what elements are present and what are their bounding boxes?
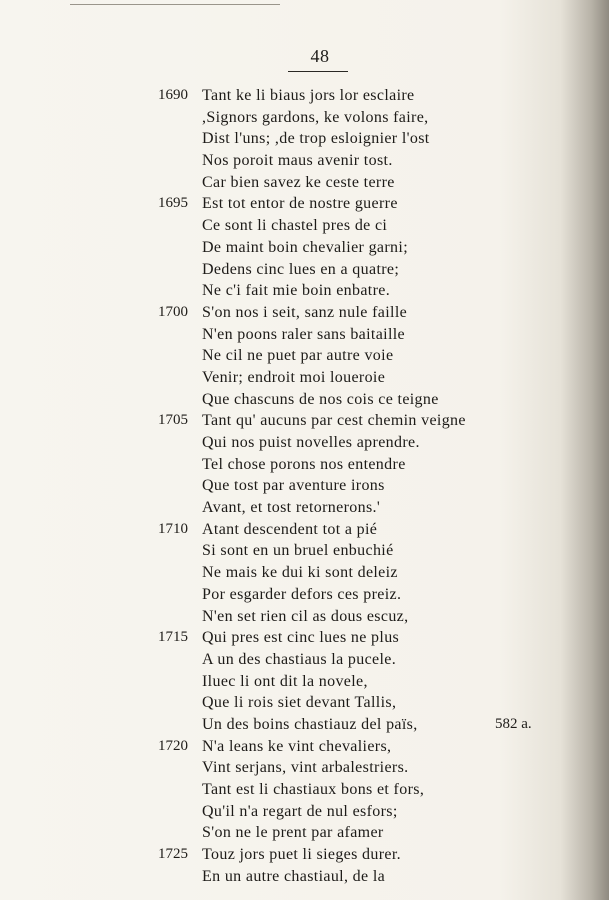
line-number: 1700 xyxy=(158,303,188,320)
verse-line xyxy=(0,432,609,454)
verse-line xyxy=(0,540,609,562)
verse-text: Qui nos puist novelles aprendre. xyxy=(202,434,420,451)
verse-line xyxy=(0,822,609,844)
verse-text: N'a leans ke vint chevaliers, xyxy=(202,737,392,755)
verse-text: Avant, et tost retornerons.' xyxy=(202,499,381,517)
verse-text: Atant descendent tot a pié xyxy=(202,520,378,538)
verse-line xyxy=(0,606,609,628)
line-number: 1720 xyxy=(158,737,188,754)
verse-line xyxy=(0,801,609,823)
verse-text: Ce sont li chastel pres de ci xyxy=(202,217,388,235)
line-number: 1690 xyxy=(158,87,188,103)
page-number: 48 xyxy=(310,46,330,66)
verse-line xyxy=(0,475,609,497)
verse-text: ,Signors gardons, ke volons faire, xyxy=(202,108,429,126)
verse-line xyxy=(0,193,609,215)
verse-line xyxy=(0,454,609,476)
verse-line xyxy=(0,172,609,194)
verse-line xyxy=(0,280,609,302)
line-number: 1715 xyxy=(158,629,188,646)
verse-line xyxy=(0,259,609,281)
line-number: 1710 xyxy=(158,520,188,537)
verse-text: Tant ke li biaus jors lor esclaire xyxy=(202,87,415,104)
verse-line xyxy=(0,85,609,107)
verse-line xyxy=(0,627,609,649)
verse-text: Tel chose porons nos entendre xyxy=(202,455,406,473)
verse-text: Un des boins chastiauz del païs, xyxy=(202,715,418,733)
verse-line xyxy=(0,866,609,888)
verse-text: Nos poroit maus avenir tost. xyxy=(202,152,393,170)
verse-text: Tant qu' aucuns par cest chemin veigne xyxy=(202,412,466,430)
verse-line xyxy=(0,345,609,367)
verse-text: Dedens cinc lues en a quatre; xyxy=(202,260,400,278)
line-number: 1725 xyxy=(158,846,188,863)
verse-line xyxy=(0,649,609,671)
verse-line xyxy=(0,410,609,432)
page-number-underline xyxy=(288,71,348,72)
top-edge-rule xyxy=(70,4,280,5)
line-number: 1705 xyxy=(158,412,188,429)
verse-line xyxy=(0,692,609,714)
verse-block xyxy=(0,85,609,887)
verse-text: Que chascuns de nos cois ce teigne xyxy=(202,390,439,408)
verse-line xyxy=(0,107,609,129)
verse-line xyxy=(0,519,609,541)
verse-line xyxy=(0,584,609,606)
verse-text: Tant est li chastiaux bons et fors, xyxy=(202,781,425,798)
verse-line xyxy=(0,844,609,866)
verse-line xyxy=(0,389,609,411)
verse-text: Ne cil ne puet par autre voie xyxy=(202,347,394,365)
verse-text: N'en poons raler sans baitaille xyxy=(202,325,406,343)
verse-text: Ne c'i fait mie boin enbatre. xyxy=(202,282,391,300)
verse-text: Dist l'uns; ,de trop esloignier l'ost xyxy=(202,130,430,148)
verse-text: En un autre chastiaul, de la xyxy=(202,867,386,885)
verse-text: N'en set rien cil as dous escuz, xyxy=(202,607,409,625)
verse-line xyxy=(0,302,609,324)
verse-line xyxy=(0,562,609,584)
verse-text: Que li rois siet devant Tallis, xyxy=(202,694,397,712)
verse-line xyxy=(0,714,609,736)
verse-line xyxy=(0,671,609,693)
verse-line xyxy=(0,779,609,801)
verse-text: Est tot entor de nostre guerre xyxy=(202,195,398,213)
verse-line xyxy=(0,757,609,779)
verse-text: Vint serjans, vint arbalestriers. xyxy=(202,759,409,777)
verse-line xyxy=(0,215,609,237)
margin-note: 582 a. xyxy=(495,715,532,732)
verse-text: Qui pres est cinc lues ne plus xyxy=(202,629,400,647)
verse-line xyxy=(0,237,609,259)
verse-line xyxy=(0,324,609,346)
verse-text: S'on nos i seit, sanz nule faille xyxy=(202,303,408,321)
verse-text: Iluec li ont dit la novele, xyxy=(202,672,368,690)
verse-text: Por esgarder defors ces preiz. xyxy=(202,585,402,603)
verse-text: Si sont en un bruel enbuchié xyxy=(202,542,394,560)
verse-line xyxy=(0,128,609,150)
verse-line xyxy=(0,736,609,758)
verse-text: Qu'il n'a regart de nul esfors; xyxy=(202,802,398,820)
verse-text: A un des chastiaus la pucele. xyxy=(202,650,397,668)
verse-text: Touz jors puet li sieges durer. xyxy=(202,846,402,864)
verse-text: Venir; endroit moi loueroie xyxy=(202,368,386,386)
verse-line xyxy=(0,367,609,389)
line-number: 1695 xyxy=(158,195,188,212)
verse-line xyxy=(0,150,609,172)
verse-text: Car bien savez ke ceste terre xyxy=(202,173,395,191)
verse-text: Que tost par aventure irons xyxy=(202,477,385,495)
verse-text: De maint boin chevalier garni; xyxy=(202,238,408,256)
verse-text: Ne mais ke dui ki sont deleiz xyxy=(202,564,398,582)
verse-text: S'on ne le prent par afamer xyxy=(202,824,384,842)
verse-line xyxy=(0,497,609,519)
